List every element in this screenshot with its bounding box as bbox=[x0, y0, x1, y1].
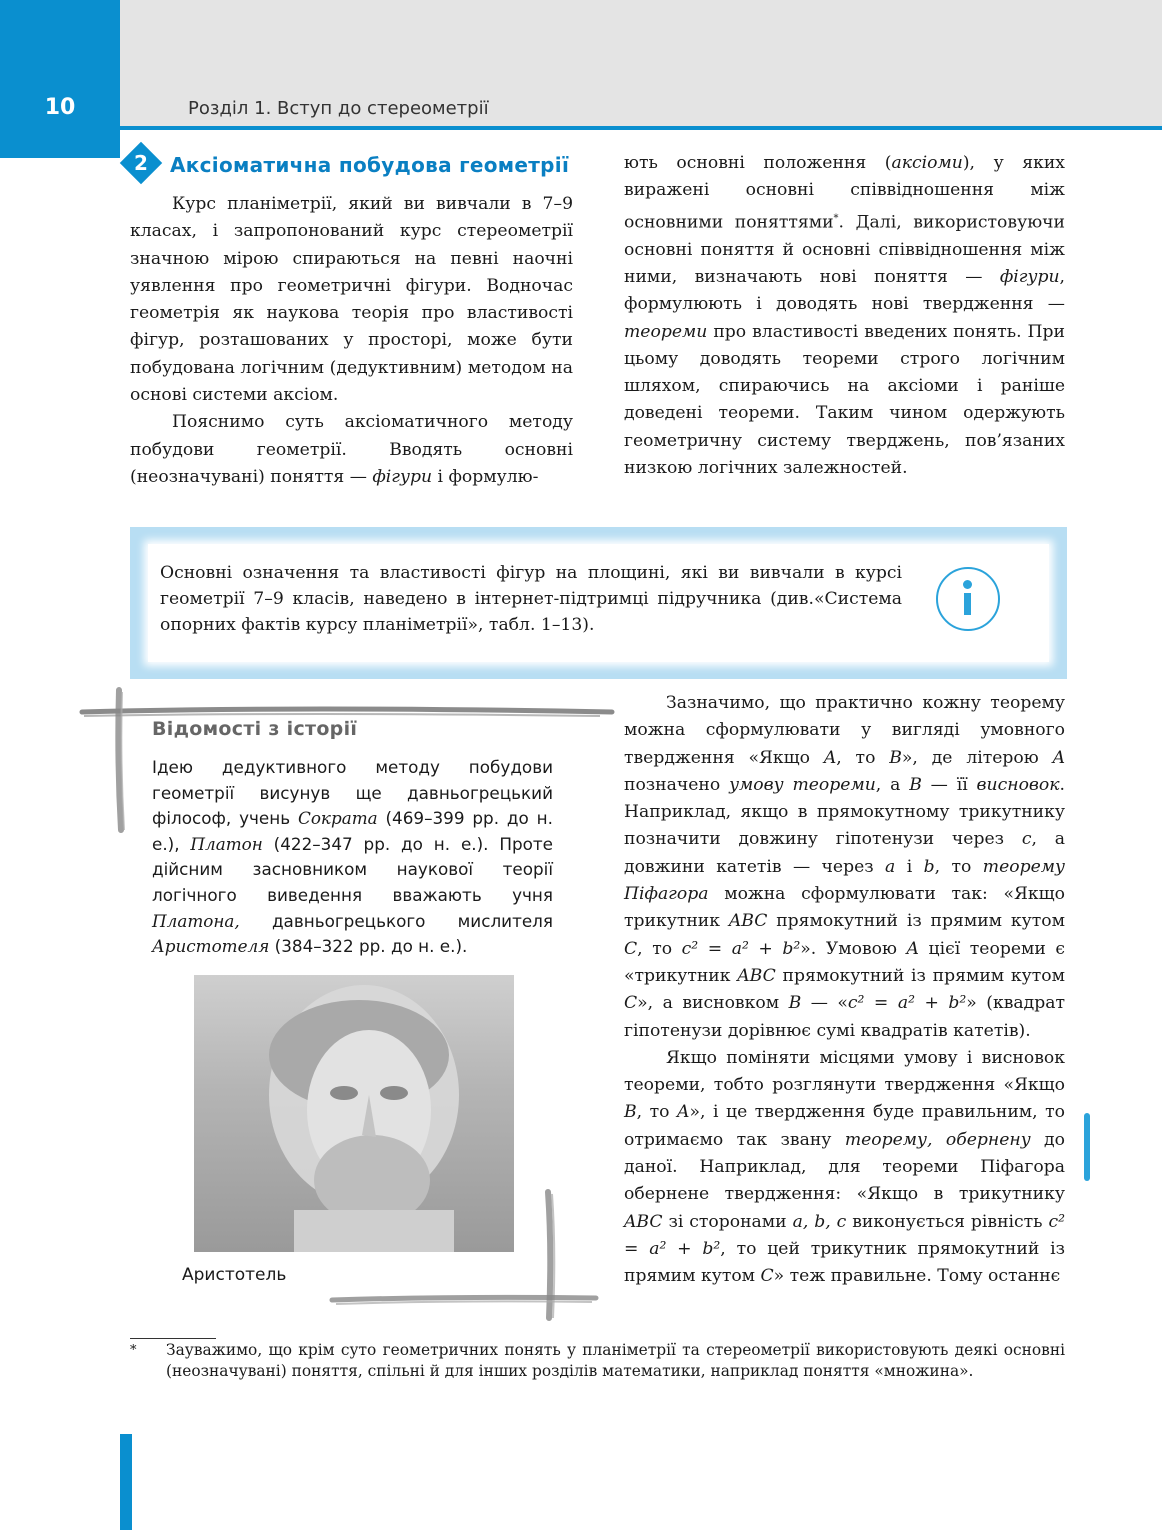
text-run: . Далі, використовуючи основні поняття й основні співвідношення між ними, визначають нові поняття — bbox=[624, 212, 1065, 287]
term-figures: фігури bbox=[999, 266, 1060, 287]
section-number: 2 bbox=[134, 151, 148, 175]
chapter-title: Розділ 1. Вступ до стереометрії bbox=[188, 98, 489, 119]
name-plato: Платон bbox=[190, 833, 263, 854]
paragraph: Якщо поміняти місцями умову і висновок теореми, тобто розглянути твердження «Якщо B, то A», і це твердження буде правильним, то отримаємо так звану теорему, обернену до даної. Наприклад, для теореми Піфагора обернене твердження: «Якщо в трикутнику ABC зі сторонами a, b, c виконується рівність c² = a² + b², то цей трикутник прямокутний із прямим кутом C» теж правильне. Тому останнє bbox=[624, 1047, 1065, 1287]
text-run: , формулюють і доводять нові твердження — bbox=[624, 266, 1065, 315]
bust-illustration bbox=[194, 975, 514, 1252]
page-number: 10 bbox=[44, 95, 76, 120]
text-run: (469–399 рр. до н. е.), bbox=[152, 808, 553, 854]
paragraph: Курс планіметрії, який ви вивчали в 7–9 класах, і запропонований курс стереометрії значною мірою спираються на певні наочні уявлення про геометричні фігури. Водночас геометрія як наукова теорія про властивості фігур, розташованих у просторі, може бути побудована логічним (дедуктивним) методом на основі системи аксіом. bbox=[130, 194, 573, 406]
margin-marker bbox=[1084, 1113, 1090, 1181]
text-run: давньогрецького мислителя bbox=[239, 910, 553, 931]
name-socrates: Сократа bbox=[297, 808, 378, 829]
section-title: Аксіоматична побудова геометрії bbox=[170, 153, 570, 177]
text-run: (384–322 рр. до н. е.). bbox=[269, 936, 468, 957]
text-run: ), у яких виражені основні співвідношення між основними поняттями bbox=[624, 153, 1065, 233]
footnote-rule bbox=[130, 1338, 216, 1339]
aristotle-bust-photo bbox=[194, 975, 514, 1252]
name-plato-genitive: Платона, bbox=[152, 910, 240, 931]
bottom-accent-bar bbox=[120, 1434, 132, 1530]
history-title: Відомості з історії bbox=[152, 718, 358, 740]
term-theorems: теореми bbox=[624, 321, 708, 342]
footnote-ref[interactable]: * bbox=[833, 212, 839, 224]
paragraph: Зазначимо, що практично кожну теорему можна сформулювати у вигляді умовного твердження «Якщо A, то B», де літерою A позначено умову теореми, а B — її висновок. Наприклад, якщо в прямокутному трикутнику позначити довжину гіпотенузи через c, а довжини катетів — через a і b, то теорему Піфагора можна сформулювати так: «Якщо трикутник ABC прямокутний із прямим кутом C, то c² = a² + b²». Умовою A цієї теореми є «трикутник ABC прямокутний із прямим кутом C», а висновком B — «c² = a² + b²» (квадрат гіпотенузи дорівнює сумі квадратів катетів). bbox=[624, 693, 1066, 1041]
text-run: про властивості введених понять. При цьому доводять теореми строго логічним шляхом, спираючись на аксіоми і раніше доведені теореми. Таким чином одержують геометричну систему тверджень, пов’язаних низкою логічних залежностей. bbox=[624, 321, 1065, 478]
info-box-text: Основні означення та властивості фігур на площині, які ви вивчали в курсі геометрії 7–9 класів, наведено в інтернет-підтримці підручника (див.«Система опорних фактів курсу планіметрії», табл. 1–13). bbox=[160, 563, 902, 635]
history-text bbox=[152, 755, 553, 960]
text-run: ють основні положення ( bbox=[624, 153, 892, 173]
photo-caption: Аристотель bbox=[182, 1265, 287, 1285]
name-aristotle: Аристотеля bbox=[152, 936, 270, 957]
text-run: і формулю- bbox=[432, 466, 539, 487]
term-axioms: аксіоми bbox=[891, 153, 963, 173]
text-column-right-lower bbox=[624, 690, 1065, 1291]
term-figures: фігури bbox=[372, 466, 433, 487]
footnote-mark: * bbox=[130, 1343, 137, 1358]
text-run: (422–347 рр. до н. е.). Проте дійсним засновником наукової теорії логічного виведення вважають учня bbox=[152, 833, 553, 905]
footnote-text: Зауважимо, що крім суто геометричних понять у планіметрії та стереометрії використовують деякі основні (неозначувані) поняття, спільні й для інших розділів математики, наприклад поняття «множина». bbox=[166, 1341, 1065, 1380]
text-run: Ідею дедуктивного методу побудови геометрії висунув ще давньогрецький філософ, учень bbox=[152, 757, 553, 829]
text-run: Пояснимо суть аксіоматичного методу побудови геометрії. Вводять основні (неозначувані) поняття — bbox=[130, 412, 573, 487]
